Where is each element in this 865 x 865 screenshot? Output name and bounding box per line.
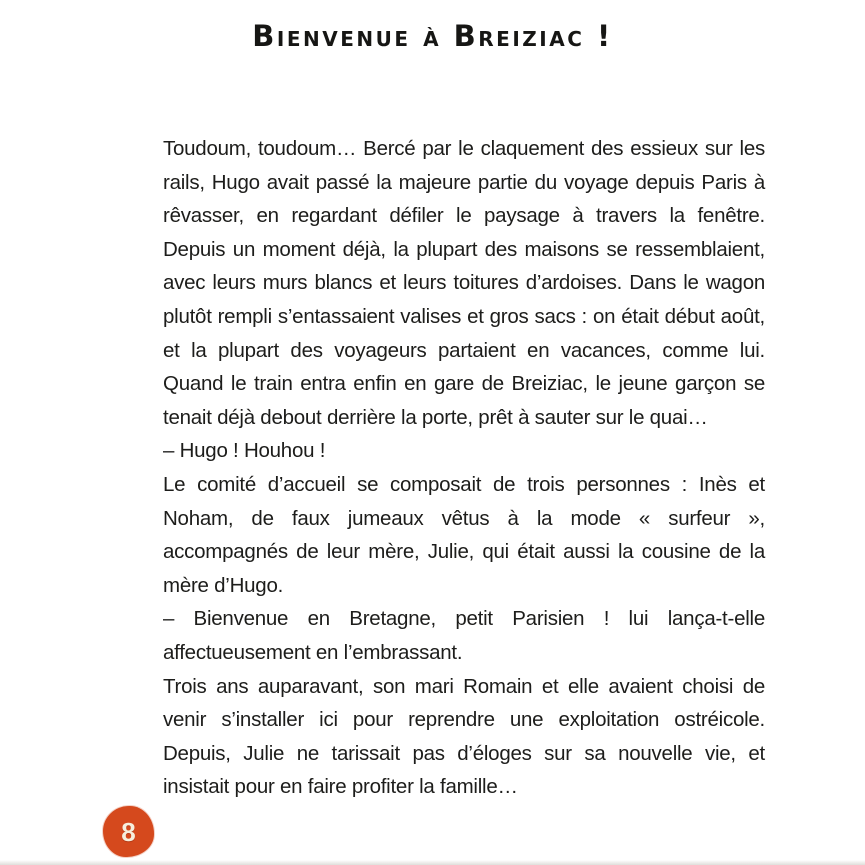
paragraph-narration: Toudoum, toudoum… Bercé par le claquement des essieux sur les rails, Hugo avait passé la majeure partie du voyage depuis Paris à rêvasser, en regardant défiler le paysage à travers la fenêtre. Depuis un moment déjà, la plupart des maisons se ressemblaient, avec leurs murs blancs et leurs toitures d’ardoises. Dans le wagon plutôt rempli s’entassaient valises et gros sacs : on était début août, et la plupart des voyageurs partaient en vacances, comme lui. Quand le train entra enfin en gare de Breiziac, le jeune garçon se tenait déjà debout derrière la porte, prêt à sauter sur le quai… — [163, 137, 765, 429]
paragraph-dialogue: – Hugo ! Houhou ! — [163, 439, 326, 463]
body-text — [163, 132, 765, 804]
paragraph-dialogue: – Bienvenue en Bretagne, petit Parisien ! lui lança-t-elle affectueusement en l’embrassant. — [163, 607, 765, 664]
page-number: 8 — [121, 816, 136, 847]
chapter-title: Bienvenue à Breiziac ! — [252, 19, 613, 54]
page-bottom-edge — [0, 860, 865, 865]
paragraph-narration: Trois ans auparavant, son mari Romain et elle avaient choisi de venir s’installer ici pour reprendre une exploitation ostréicole. Depuis, Julie ne tarissait pas d’éloges sur sa nouvelle vie, et insistait pour en faire profiter la famille… — [163, 674, 765, 799]
paragraph-narration: Le comité d’accueil se composait de trois personnes : Inès et Noham, de faux jumeaux vêtus à la mode « surfeur », accompagnés de leur mère, Julie, qui était aussi la cousine de la mère d’Hugo. — [163, 472, 765, 597]
page-number-badge — [103, 806, 154, 857]
